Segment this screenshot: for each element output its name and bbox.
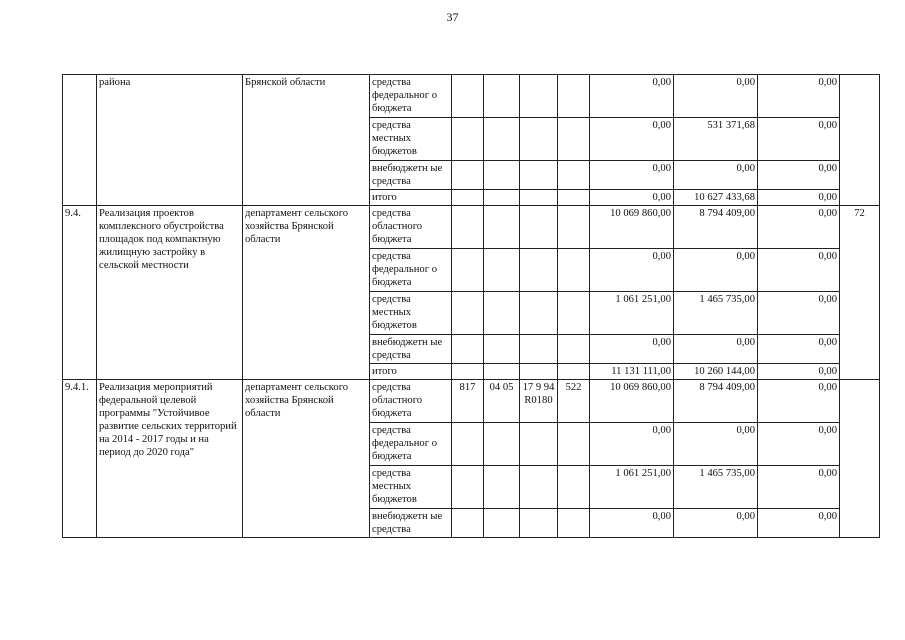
code-csr — [520, 423, 558, 466]
funding-source: средства федеральног о бюджета — [370, 75, 452, 118]
amount-year-3: 0,00 — [758, 423, 840, 466]
code-grbs — [452, 335, 484, 364]
amount-year-2: 0,00 — [674, 75, 758, 118]
code-rzpr — [484, 292, 520, 335]
code-vr — [558, 161, 590, 190]
amount-year-1: 1 061 251,00 — [590, 466, 674, 509]
code-csr — [520, 292, 558, 335]
code-vr — [558, 509, 590, 538]
code-csr — [520, 75, 558, 118]
table-body — [63, 75, 880, 538]
table-row — [63, 380, 880, 423]
code-vr: 522 — [558, 380, 590, 423]
amount-year-1: 11 131 111,00 — [590, 364, 674, 380]
code-csr — [520, 249, 558, 292]
indicator-ref — [840, 380, 880, 538]
amount-year-2: 10 627 433,68 — [674, 190, 758, 206]
amount-year-3: 0,00 — [758, 335, 840, 364]
budget-table — [62, 74, 880, 538]
amount-year-3: 0,00 — [758, 292, 840, 335]
code-vr — [558, 206, 590, 249]
code-grbs — [452, 509, 484, 538]
amount-year-2: 531 371,68 — [674, 118, 758, 161]
code-rzpr — [484, 423, 520, 466]
code-rzpr: 04 05 — [484, 380, 520, 423]
code-grbs — [452, 190, 484, 206]
amount-year-2: 8 794 409,00 — [674, 206, 758, 249]
item-number: 9.4.1. — [63, 380, 97, 538]
amount-year-1: 0,00 — [590, 75, 674, 118]
amount-year-2: 0,00 — [674, 249, 758, 292]
executor: Брянской области — [243, 75, 370, 206]
code-rzpr — [484, 466, 520, 509]
code-rzpr — [484, 335, 520, 364]
amount-year-3: 0,00 — [758, 249, 840, 292]
code-rzpr — [484, 364, 520, 380]
table-row — [63, 206, 880, 249]
code-rzpr — [484, 161, 520, 190]
funding-source: средства местных бюджетов — [370, 466, 452, 509]
item-number — [63, 75, 97, 206]
amount-year-2: 0,00 — [674, 161, 758, 190]
funding-source: средства областного бюджета — [370, 206, 452, 249]
code-rzpr — [484, 509, 520, 538]
code-csr — [520, 206, 558, 249]
code-grbs: 817 — [452, 380, 484, 423]
amount-year-3: 0,00 — [758, 380, 840, 423]
code-vr — [558, 364, 590, 380]
amount-year-1: 0,00 — [590, 423, 674, 466]
funding-source: итого — [370, 364, 452, 380]
code-csr: 17 9 94 R0180 — [520, 380, 558, 423]
code-rzpr — [484, 249, 520, 292]
amount-year-2: 0,00 — [674, 335, 758, 364]
code-grbs — [452, 161, 484, 190]
amount-year-1: 0,00 — [590, 509, 674, 538]
funding-source: средства областного бюджета — [370, 380, 452, 423]
amount-year-2: 1 465 735,00 — [674, 466, 758, 509]
amount-year-1: 0,00 — [590, 249, 674, 292]
code-rzpr — [484, 118, 520, 161]
funding-source: внебюджетн ые средства — [370, 161, 452, 190]
code-csr — [520, 118, 558, 161]
amount-year-3: 0,00 — [758, 161, 840, 190]
funding-source: внебюджетн ые средства — [370, 335, 452, 364]
code-csr — [520, 161, 558, 190]
code-rzpr — [484, 190, 520, 206]
amount-year-3: 0,00 — [758, 75, 840, 118]
funding-source: итого — [370, 190, 452, 206]
code-grbs — [452, 206, 484, 249]
amount-year-3: 0,00 — [758, 466, 840, 509]
indicator-ref: 72 — [840, 206, 880, 380]
indicator-ref — [840, 75, 880, 206]
item-name: Реализация мероприятий федеральной целевой программы "Устойчивое развитие сельских территорий на 2014 - 2017 годы и на период до 2020 года" — [97, 380, 243, 538]
amount-year-3: 0,00 — [758, 364, 840, 380]
code-rzpr — [484, 75, 520, 118]
code-vr — [558, 292, 590, 335]
amount-year-2: 10 260 144,00 — [674, 364, 758, 380]
amount-year-2: 0,00 — [674, 423, 758, 466]
amount-year-3: 0,00 — [758, 206, 840, 249]
code-grbs — [452, 364, 484, 380]
funding-source: средства местных бюджетов — [370, 292, 452, 335]
amount-year-1: 0,00 — [590, 161, 674, 190]
executor: департамент сельского хозяйства Брянской области — [243, 380, 370, 538]
code-grbs — [452, 75, 484, 118]
amount-year-1: 10 069 860,00 — [590, 206, 674, 249]
code-vr — [558, 118, 590, 161]
amount-year-3: 0,00 — [758, 118, 840, 161]
executor: департамент сельского хозяйства Брянской области — [243, 206, 370, 380]
code-csr — [520, 364, 558, 380]
table-row — [63, 75, 880, 118]
amount-year-1: 10 069 860,00 — [590, 380, 674, 423]
item-name: Реализация проектов комплексного обустройства площадок под компактную жилищную застройку в сельской местности — [97, 206, 243, 380]
code-csr — [520, 509, 558, 538]
code-vr — [558, 423, 590, 466]
code-grbs — [452, 249, 484, 292]
amount-year-2: 1 465 735,00 — [674, 292, 758, 335]
amount-year-3: 0,00 — [758, 190, 840, 206]
code-grbs — [452, 292, 484, 335]
amount-year-1: 0,00 — [590, 190, 674, 206]
code-vr — [558, 249, 590, 292]
code-vr — [558, 190, 590, 206]
item-name: района — [97, 75, 243, 206]
funding-source: внебюджетн ые средства — [370, 509, 452, 538]
code-vr — [558, 335, 590, 364]
code-vr — [558, 75, 590, 118]
amount-year-2: 8 794 409,00 — [674, 380, 758, 423]
page-number: 37 — [446, 10, 459, 24]
code-rzpr — [484, 206, 520, 249]
amount-year-1: 0,00 — [590, 335, 674, 364]
amount-year-1: 0,00 — [590, 118, 674, 161]
amount-year-1: 1 061 251,00 — [590, 292, 674, 335]
code-grbs — [452, 118, 484, 161]
amount-year-2: 0,00 — [674, 509, 758, 538]
code-csr — [520, 335, 558, 364]
code-grbs — [452, 423, 484, 466]
amount-year-3: 0,00 — [758, 509, 840, 538]
code-grbs — [452, 466, 484, 509]
code-vr — [558, 466, 590, 509]
item-number: 9.4. — [63, 206, 97, 380]
funding-source: средства федеральног о бюджета — [370, 249, 452, 292]
code-csr — [520, 190, 558, 206]
funding-source: средства федеральног о бюджета — [370, 423, 452, 466]
code-csr — [520, 466, 558, 509]
funding-source: средства местных бюджетов — [370, 118, 452, 161]
